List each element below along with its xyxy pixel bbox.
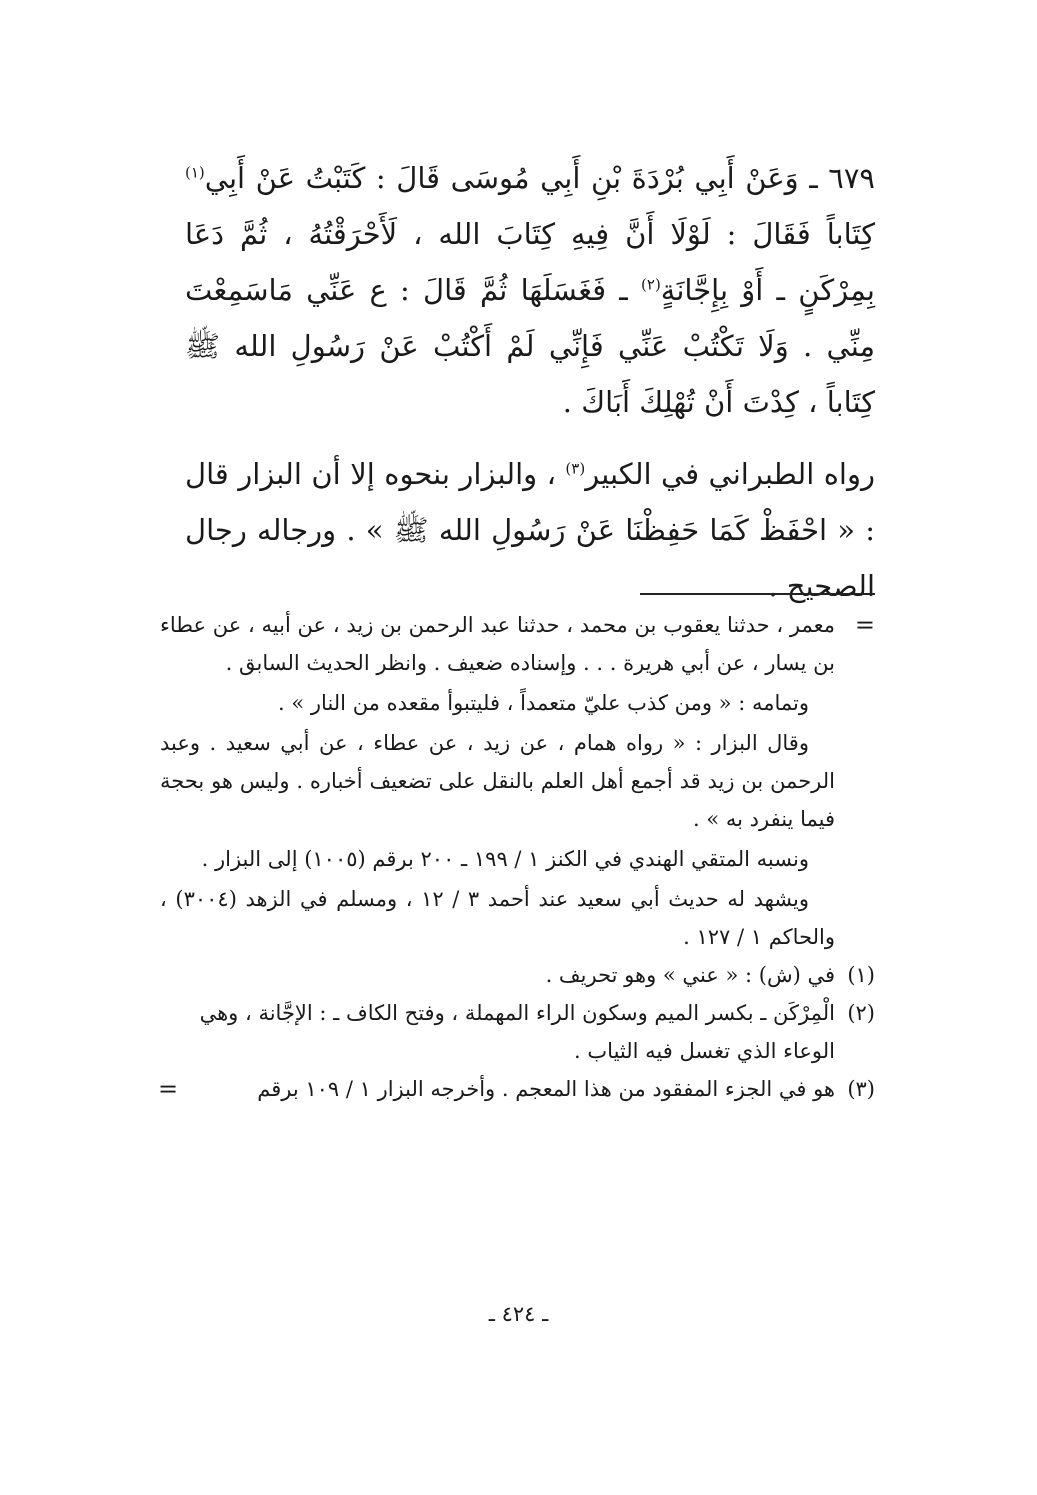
footnote-divider <box>640 593 875 595</box>
footnote-number: (٢) <box>847 1001 875 1025</box>
footnotes <box>160 606 875 1108</box>
footnote-text: هو في الجزء المفقود من هذا المعجم . وأخرجه البزار ١ / ١٠٩ برقم <box>257 1077 835 1101</box>
continued-note-line: ويشهد له حديث أبي سعيد عند أحمد ٣ / ١٢ ، ومسلم في الزهد (٣٠٠٤) ، والحاكم ١ / ١٢٧ . <box>160 887 835 949</box>
continued-note-line: وقال البزار : « رواه همام ، عن زيد ، عن عطاء ، عن أبي سعيد . وعبد الرحمن بن زيد قد أجمع أهل العلم بالنقل على تضعيف أخباره . وليس هو بحجة فيما ينفرد به » . <box>160 731 835 831</box>
footnote-ref-2: (٢) <box>641 275 661 294</box>
footnote-1 <box>160 956 875 994</box>
continuation-mark: = <box>854 611 875 639</box>
continued-footnote <box>160 606 875 956</box>
page-number: ـ ٤٢٤ ـ <box>488 1302 549 1326</box>
main-text <box>185 150 875 614</box>
narration-paragraph <box>185 446 875 614</box>
footnote-2 <box>160 994 875 1070</box>
narration-text: رواه الطبراني في الكبير <box>585 457 875 491</box>
footnote-3 <box>160 1070 875 1108</box>
footnote-ref-3: (٣) <box>565 459 586 478</box>
continued-note-line: ونسبه المتقي الهندي في الكنز ١ / ١٩٩ ـ ٢٠٠ برقم (١٠٠٥) إلى البزار . <box>201 847 809 871</box>
continued-note-line: وتمامه : « ومن كذب عليّ متعمداً ، فليتبوأ مقعده من النار » . <box>278 691 809 715</box>
footnote-text: في (ش) : « عني » وهو تحريف . <box>545 963 835 987</box>
continuation-mark: = <box>158 1075 179 1103</box>
hadith-text-cont: كِتَاباً فَقَالَ : لَوْلَا أَنَّ فِيهِ كِتَابَ الله ، لَأَحْرَقْتُهُ ، ثُمَّ دَعَا بِمِرْكَنٍ ـ أَوْ بِإِجَّانَةٍ <box>185 217 875 307</box>
hadith-text: ٦٧٩ ـ وَعَنْ أَبِي بُرْدَةَ بْنِ أَبِي مُوسَى قَالَ : كَتَبْتُ عَنْ أَبِي <box>204 161 875 195</box>
narration-text-cont: ، والبزار بنحوه إلا أن البزار قال : « احْفَظْ كَمَا حَفِظْنَا عَنْ رَسُولِ الله ﷺ » . ورجاله رجال الصحيح . <box>185 457 875 603</box>
footnote-number: (١) <box>847 963 875 987</box>
hadith-paragraph <box>185 150 875 430</box>
hadith-text-cont2: ـ فَغَسَلَهَا ثُمَّ قَالَ : ع عَنِّي مَاسَمِعْتَ مِنِّي . وَلَا تَكْتُبْ عَنِّي فَإِنِّي لَمْ أَكْتُبْ عَنْ رَسُولِ الله ﷺ كِتَاباً ، كِدْتَ أَنْ تُهْلِكَ أَبَاكَ . <box>185 273 875 419</box>
footnote-text: الْمِرْكَن ـ بكسر الميم وسكون الراء المهملة ، وفتح الكاف ـ : الإجَّانة ، وهي الوعاء الذي تغسل فيه الثياب . <box>199 1001 835 1063</box>
footnote-number: (٣) <box>847 1077 875 1101</box>
continued-note-line: معمر ، حدثنا يعقوب بن محمد ، حدثنا عبد الرحمن بن زيد ، عن أبيه ، عن عطاء بن يسار ، عن أبي هريرة . . . وإسناده ضعيف . وانظر الحديث السابق . <box>160 613 835 675</box>
footnote-ref-1: (١) <box>185 163 205 182</box>
